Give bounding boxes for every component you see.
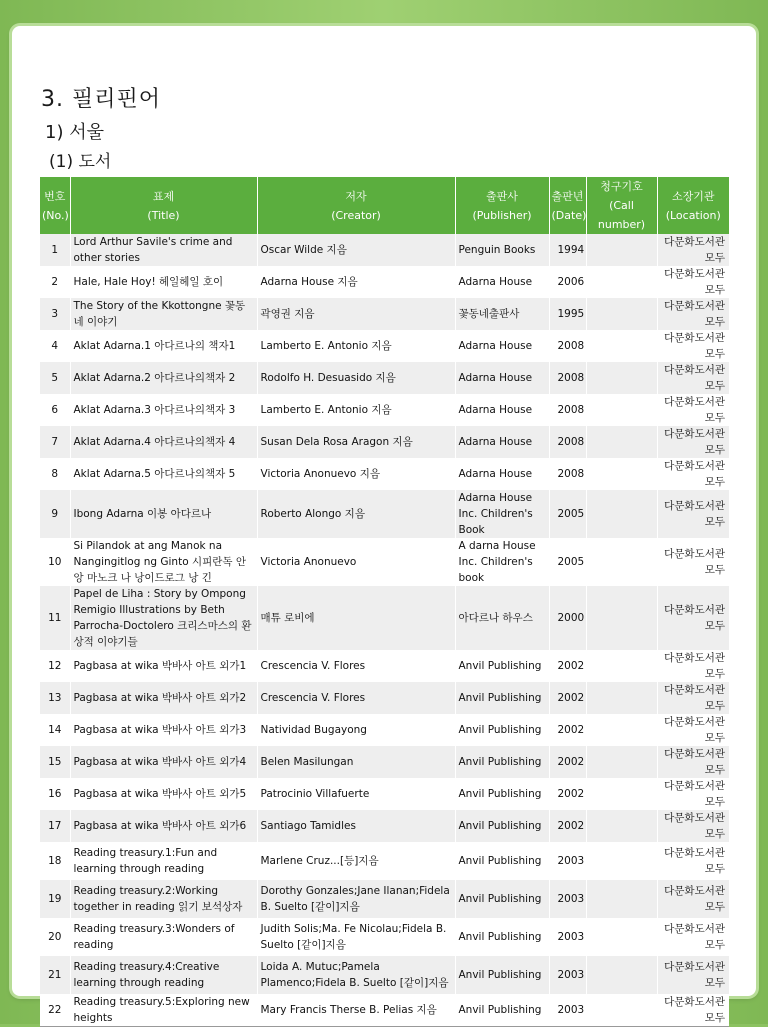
table-row [40, 298, 729, 330]
cell-title: Aklat Adarna.5 아다르나의책자 5 [70, 458, 257, 490]
cell-publisher: Anvil Publishing [455, 810, 549, 842]
cell-no: 15 [40, 746, 70, 778]
cell-publisher: Anvil Publishing [455, 682, 549, 714]
table-row [40, 394, 729, 426]
header-date [549, 177, 586, 234]
header-date-en: (Date) [551, 208, 587, 222]
cell-title: Pagbasa at wika 박바사 아트 외가3 [70, 714, 257, 746]
cell-date: 2002 [549, 714, 586, 746]
cell-location: 다문화도서관모두 [657, 842, 729, 880]
cell-creator: Patrocinio Villafuerte [257, 778, 455, 810]
table-row [40, 918, 729, 956]
header-title [70, 177, 257, 234]
header-creator-en: (Creator) [331, 208, 381, 222]
cell-title: Reading treasury.5:Exploring new heights [70, 994, 257, 1027]
cell-location: 다문화도서관모두 [657, 394, 729, 426]
cell-call-number [586, 810, 657, 842]
cell-title: Pagbasa at wika 박바사 아트 외가5 [70, 778, 257, 810]
cell-creator: 곽영권 지음 [257, 298, 455, 330]
table-row [40, 586, 729, 650]
cell-creator: Lamberto E. Antonio 지음 [257, 330, 455, 362]
cell-publisher: Adarna House [455, 330, 549, 362]
cell-publisher: Adarna House [455, 266, 549, 298]
cell-call-number [586, 994, 657, 1027]
cell-title: Aklat Adarna.3 아다르나의책자 3 [70, 394, 257, 426]
cell-call-number [586, 714, 657, 746]
cell-location: 다문화도서관모두 [657, 682, 729, 714]
cell-date: 1995 [549, 298, 586, 330]
cell-no: 13 [40, 682, 70, 714]
header-location-ko: 소장기관 [671, 189, 715, 203]
cell-publisher: Anvil Publishing [455, 880, 549, 918]
cell-date: 2003 [549, 842, 586, 880]
cell-call-number [586, 682, 657, 714]
cell-no: 16 [40, 778, 70, 810]
cell-date: 2008 [549, 394, 586, 426]
cell-date: 2003 [549, 918, 586, 956]
cell-creator: Judith Solis;Ma. Fe Nicolau;Fidela B. Suelto [같이]지음 [257, 918, 455, 956]
header-location [657, 177, 729, 234]
table-row [40, 234, 729, 266]
cell-date: 2005 [549, 490, 586, 538]
cell-creator: Mary Francis Therse B. Pelias 지음 [257, 994, 455, 1027]
cell-call-number [586, 330, 657, 362]
table-row [40, 714, 729, 746]
cell-location: 다문화도서관모두 [657, 458, 729, 490]
cell-location: 다문화도서관모두 [657, 956, 729, 994]
cell-title: Si Pilandok at ang Manok na Nangingitlog ng Ginto 시피란독 안 앙 마노크 나 낭이드로그 낭 긴 [70, 538, 257, 586]
cell-no: 18 [40, 842, 70, 880]
cell-call-number [586, 458, 657, 490]
cell-location: 다문화도서관모두 [657, 810, 729, 842]
cell-creator: Victoria Anonuevo [257, 538, 455, 586]
cell-publisher: Adarna House [455, 458, 549, 490]
header-call-number-en: (Call number) [597, 199, 646, 231]
cell-title: Reading treasury.2:Working together in reading 읽기 보석상자 [70, 880, 257, 918]
header-publisher-en: (Publisher) [472, 208, 532, 222]
cell-call-number [586, 842, 657, 880]
table-row [40, 458, 729, 490]
cell-call-number [586, 918, 657, 956]
cell-creator: Crescencia V. Flores [257, 682, 455, 714]
cell-creator: Rodolfo H. Desuasido 지음 [257, 362, 455, 394]
cell-publisher: Anvil Publishing [455, 650, 549, 682]
cell-location: 다문화도서관모두 [657, 746, 729, 778]
cell-location: 다문화도서관모두 [657, 918, 729, 956]
cell-call-number [586, 234, 657, 266]
cell-call-number [586, 394, 657, 426]
cell-call-number [586, 298, 657, 330]
cell-date: 2002 [549, 778, 586, 810]
cell-date: 2000 [549, 586, 586, 650]
cell-date: 2002 [549, 682, 586, 714]
cell-date: 2008 [549, 458, 586, 490]
table-row [40, 880, 729, 918]
header-title-ko: 표제 [152, 189, 175, 203]
header-no-en: (No.) [42, 208, 69, 222]
cell-publisher: Anvil Publishing [455, 778, 549, 810]
cell-location: 다문화도서관모두 [657, 650, 729, 682]
cell-publisher: Adarna House [455, 426, 549, 458]
cell-title: Reading treasury.1:Fun and learning through reading [70, 842, 257, 880]
cell-no: 19 [40, 880, 70, 918]
cell-location: 다문화도서관모두 [657, 714, 729, 746]
section-heading: 3. 필리핀어 [41, 87, 161, 112]
cell-creator: Lamberto E. Antonio 지음 [257, 394, 455, 426]
cell-publisher: Adarna House [455, 394, 549, 426]
cell-no: 4 [40, 330, 70, 362]
cell-title: Aklat Adarna.4 아다르나의책자 4 [70, 426, 257, 458]
cell-location: 다문화도서관모두 [657, 994, 729, 1027]
cell-title: Reading treasury.3:Wonders of reading [70, 918, 257, 956]
cell-date: 2003 [549, 994, 586, 1027]
cell-call-number [586, 426, 657, 458]
cell-location: 다문화도서관모두 [657, 298, 729, 330]
header-publisher [455, 177, 549, 234]
cell-no: 11 [40, 586, 70, 650]
cell-call-number [586, 490, 657, 538]
cell-publisher: Anvil Publishing [455, 714, 549, 746]
table-row [40, 994, 729, 1027]
table-row [40, 810, 729, 842]
cell-location: 다문화도서관모두 [657, 362, 729, 394]
cell-call-number [586, 538, 657, 586]
cell-no: 10 [40, 538, 70, 586]
table-header-row [40, 177, 729, 234]
cell-date: 2005 [549, 538, 586, 586]
cell-no: 6 [40, 394, 70, 426]
book-table [40, 177, 729, 1027]
cell-call-number [586, 956, 657, 994]
cell-publisher: Adarna House [455, 362, 549, 394]
cell-date: 2002 [549, 650, 586, 682]
cell-call-number [586, 880, 657, 918]
cell-title: Pagbasa at wika 박바사 아트 외가1 [70, 650, 257, 682]
cell-no: 7 [40, 426, 70, 458]
cell-call-number [586, 746, 657, 778]
header-call-number [586, 177, 657, 234]
cell-title: Ibong Adarna 이봉 아다르나 [70, 490, 257, 538]
table-row [40, 330, 729, 362]
cell-date: 2006 [549, 266, 586, 298]
cell-location: 다문화도서관모두 [657, 330, 729, 362]
cell-date: 2008 [549, 426, 586, 458]
cell-location: 다문화도서관모두 [657, 586, 729, 650]
cell-publisher: Anvil Publishing [455, 994, 549, 1027]
table-row [40, 842, 729, 880]
table-body [40, 234, 729, 1027]
cell-publisher: Anvil Publishing [455, 842, 549, 880]
header-no-ko: 번호 [44, 189, 66, 203]
header-creator [257, 177, 455, 234]
cell-no: 14 [40, 714, 70, 746]
header-publisher-ko: 출판사 [486, 189, 518, 203]
cell-creator: Natividad Bugayong [257, 714, 455, 746]
cell-no: 8 [40, 458, 70, 490]
table-row [40, 650, 729, 682]
cell-title: Aklat Adarna.1 아다르나의 책자1 [70, 330, 257, 362]
header-location-en: (Location) [665, 208, 721, 222]
cell-title: Hale, Hale Hoy! 헤일헤일 호이 [70, 266, 257, 298]
region-heading: 1) 서울 [45, 122, 104, 143]
cell-title: Aklat Adarna.2 아다르나의책자 2 [70, 362, 257, 394]
header-call-number-ko: 청구기호 [600, 180, 643, 193]
header-creator-ko: 저자 [345, 189, 367, 203]
cell-title: Lord Arthur Savile's crime and other stories [70, 234, 257, 266]
cell-no: 1 [40, 234, 70, 266]
header-no [40, 177, 70, 234]
cell-location: 다문화도서관모두 [657, 426, 729, 458]
cell-creator: Santiago Tamidles [257, 810, 455, 842]
cell-no: 3 [40, 298, 70, 330]
cell-creator: Loida A. Mutuc;Pamela Plamenco;Fidela B. Suelto [같이]지음 [257, 956, 455, 994]
cell-title: Papel de Liha : Story by Ompong Remigio Illustrations by Beth Parrocha-Doctolero 크리스마스의 환상적 이야기들 [70, 586, 257, 650]
cell-date: 2002 [549, 810, 586, 842]
cell-creator: Crescencia V. Flores [257, 650, 455, 682]
cell-creator: Dorothy Gonzales;Jane Ilanan;Fidela B. Suelto [같이]지음 [257, 880, 455, 918]
cell-date: 2002 [549, 746, 586, 778]
cell-no: 12 [40, 650, 70, 682]
cell-location: 다문화도서관모두 [657, 778, 729, 810]
cell-no: 9 [40, 490, 70, 538]
cell-date: 1994 [549, 234, 586, 266]
cell-no: 21 [40, 956, 70, 994]
table-row [40, 362, 729, 394]
cell-title: Pagbasa at wika 박바사 아트 외가6 [70, 810, 257, 842]
cell-no: 5 [40, 362, 70, 394]
cell-publisher: Anvil Publishing [455, 956, 549, 994]
cell-title: Pagbasa at wika 박바사 아트 외가2 [70, 682, 257, 714]
table-row [40, 682, 729, 714]
cell-creator: Oscar Wilde 지음 [257, 234, 455, 266]
cell-no: 20 [40, 918, 70, 956]
cell-date: 2003 [549, 880, 586, 918]
table-row [40, 778, 729, 810]
cell-call-number [586, 362, 657, 394]
header-date-ko: 출판년 [551, 189, 584, 203]
cell-publisher: Adarna House Inc. Children's Book [455, 490, 549, 538]
cell-date: 2003 [549, 956, 586, 994]
cell-creator: 매튜 로비에 [257, 586, 455, 650]
cell-location: 다문화도서관모두 [657, 234, 729, 266]
table-row [40, 490, 729, 538]
cell-publisher: A darna House Inc. Children's book [455, 538, 549, 586]
cell-publisher: Anvil Publishing [455, 746, 549, 778]
cell-location: 다문화도서관모두 [657, 490, 729, 538]
cell-title: The Story of the Kkottongne 꽃동네 이야기 [70, 298, 257, 330]
cell-location: 다문화도서관모두 [657, 538, 729, 586]
cell-creator: Marlene Cruz...[등]지음 [257, 842, 455, 880]
cell-creator: Susan Dela Rosa Aragon 지음 [257, 426, 455, 458]
cell-call-number [586, 650, 657, 682]
category-heading: (1) 도서 [49, 152, 112, 172]
cell-creator: Roberto Alongo 지음 [257, 490, 455, 538]
cell-publisher: Anvil Publishing [455, 918, 549, 956]
cell-publisher: 꽃동네출판사 [455, 298, 549, 330]
cell-date: 2008 [549, 362, 586, 394]
cell-location: 다문화도서관모두 [657, 266, 729, 298]
cell-creator: Victoria Anonuevo 지음 [257, 458, 455, 490]
cell-no: 2 [40, 266, 70, 298]
cell-call-number [586, 778, 657, 810]
cell-creator: Belen Masilungan [257, 746, 455, 778]
table-row [40, 266, 729, 298]
cell-date: 2008 [549, 330, 586, 362]
cell-publisher: 아다르나 하우스 [455, 586, 549, 650]
cell-call-number [586, 586, 657, 650]
cell-no: 17 [40, 810, 70, 842]
cell-title: Reading treasury.4:Creative learning through reading [70, 956, 257, 994]
table-row [40, 956, 729, 994]
cell-location: 다문화도서관모두 [657, 880, 729, 918]
cell-creator: Adarna House 지음 [257, 266, 455, 298]
table-row [40, 746, 729, 778]
cell-publisher: Penguin Books [455, 234, 549, 266]
cell-title: Pagbasa at wika 박바사 아트 외가4 [70, 746, 257, 778]
table-row [40, 426, 729, 458]
cell-call-number [586, 266, 657, 298]
cell-no: 22 [40, 994, 70, 1027]
table-row [40, 538, 729, 586]
header-title-en: (Title) [147, 208, 180, 222]
